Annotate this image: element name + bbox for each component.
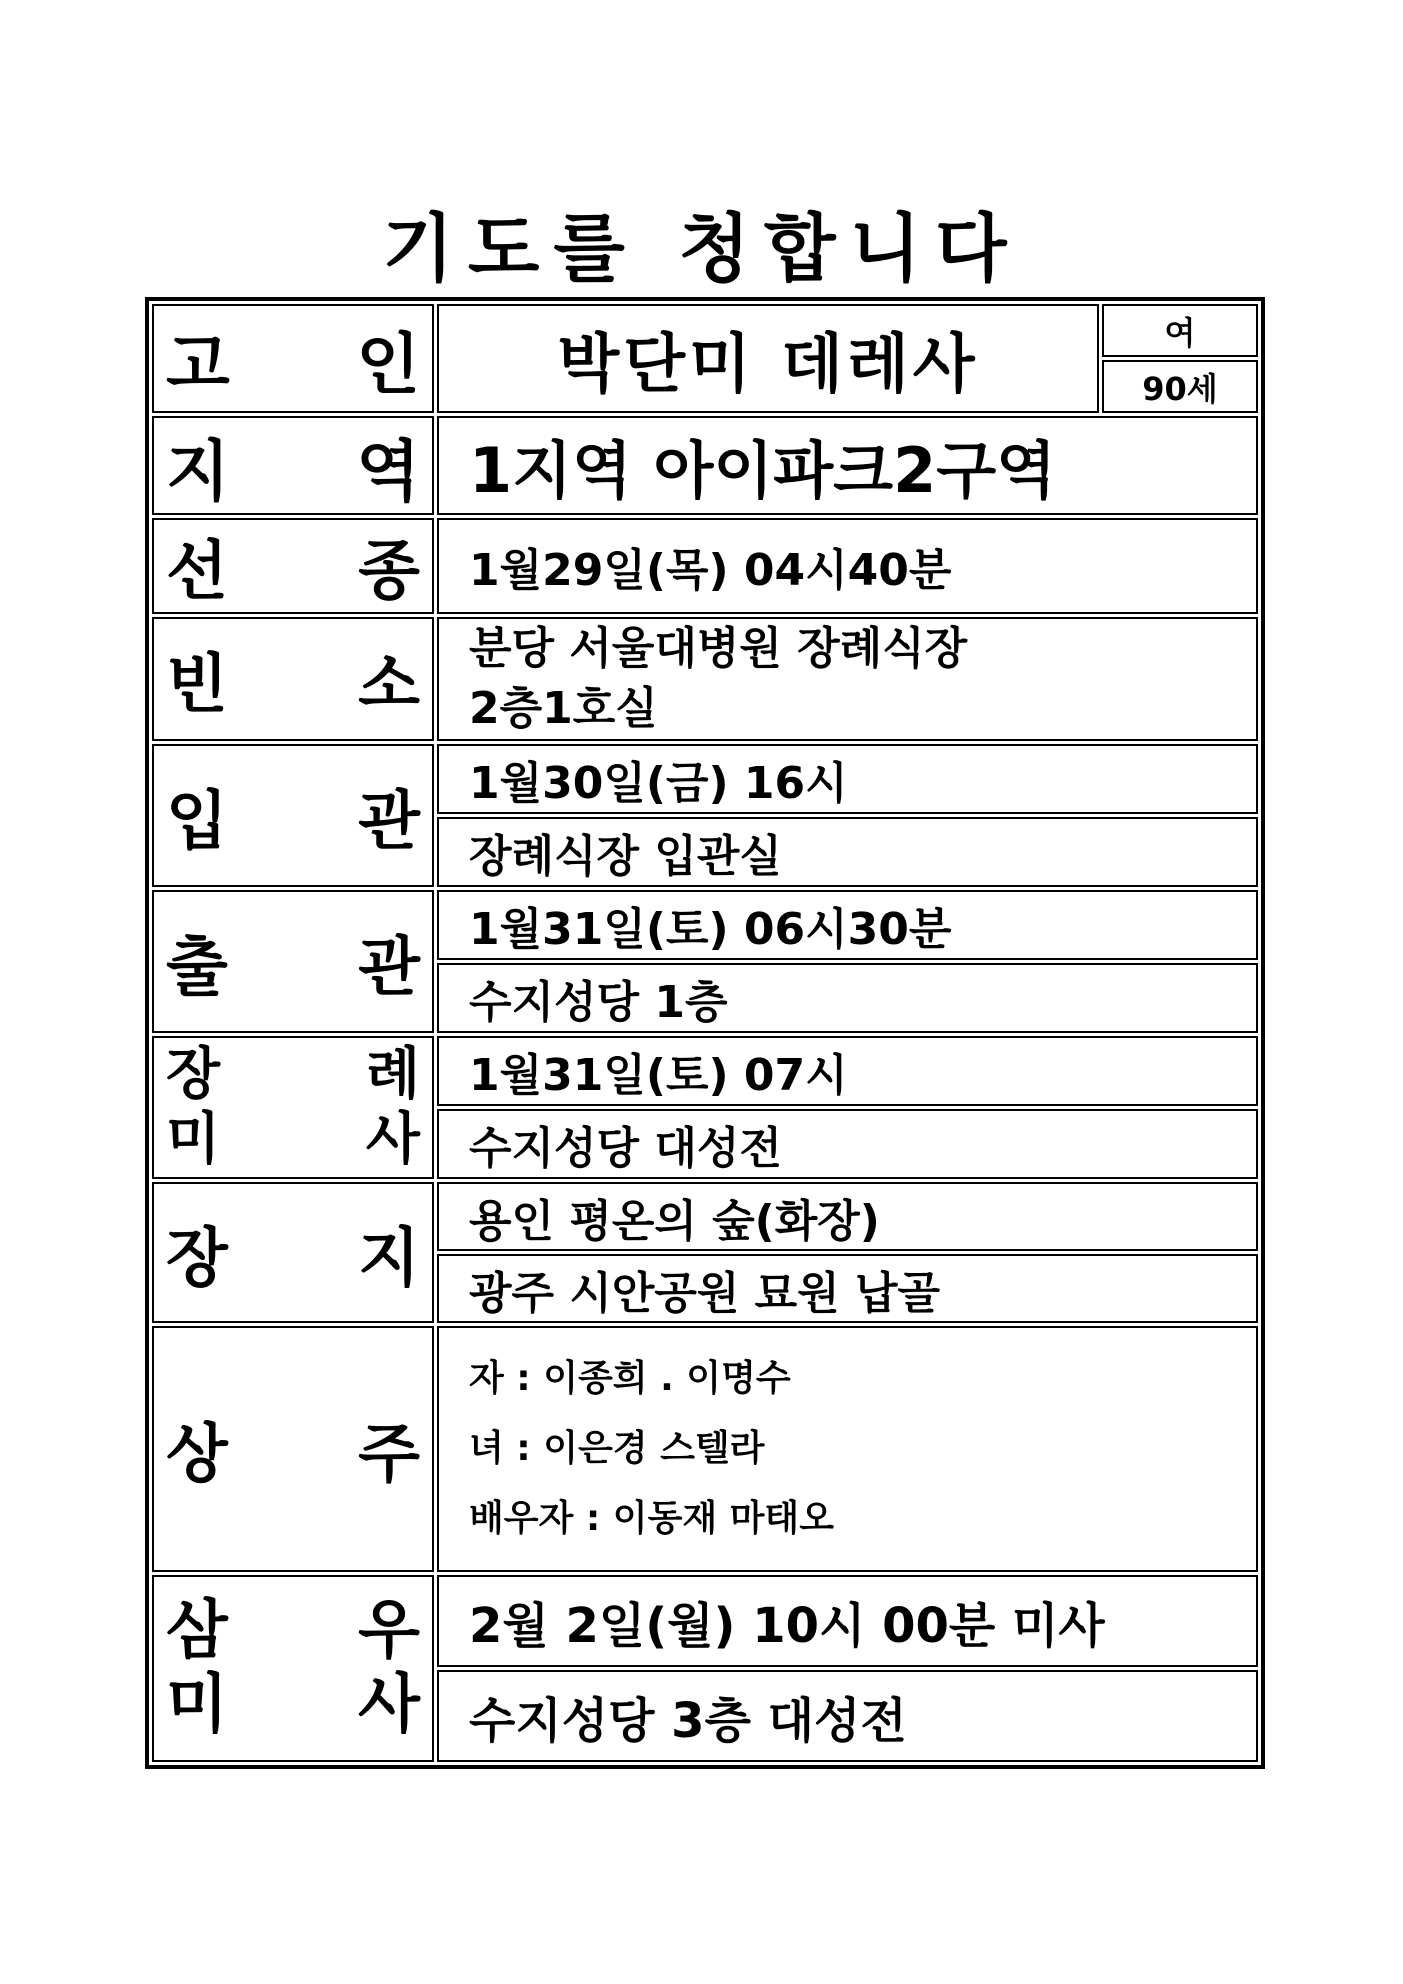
label-char: 빈 <box>166 648 228 722</box>
label-funeral-mass <box>152 1036 434 1179</box>
deceased-name: 박단미 데레사 <box>437 304 1099 413</box>
label-char: 역 <box>356 433 420 510</box>
label-char: 사 <box>358 1667 420 1742</box>
label-char: 미 <box>166 1667 228 1742</box>
death-value: 1월29일(목) 04시40분 <box>437 518 1258 614</box>
label-char: 관 <box>358 784 420 859</box>
label-char: 입 <box>166 784 228 859</box>
deceased-sex: 여 <box>1102 304 1258 357</box>
row-death <box>152 518 1258 614</box>
label-char: 종 <box>358 535 420 609</box>
label-char: 장 <box>166 1042 221 1108</box>
label-char: 지 <box>358 1221 420 1296</box>
deceased-age: 90세 <box>1102 360 1258 413</box>
third-day-mass-time: 2월 2일(월) 10시 00분 미사 <box>437 1575 1258 1667</box>
label-char: 우 <box>358 1593 420 1668</box>
label-char: 주 <box>358 1418 420 1492</box>
encoffin-time: 1월30일(금) 16시 <box>437 744 1258 814</box>
encoffin-place: 장례식장 입관실 <box>437 817 1258 887</box>
row-funeral-mass <box>152 1036 1258 1106</box>
row-region <box>152 416 1258 515</box>
mourner-spouse: 배우자 : 이동재 마태오 <box>469 1498 834 1539</box>
row-encoffin <box>152 744 1258 814</box>
label-char: 사 <box>365 1106 420 1172</box>
label-char: 소 <box>358 648 420 722</box>
label-char: 례 <box>365 1042 420 1108</box>
label-char: 고 <box>166 326 230 403</box>
departure-place: 수지성당 1층 <box>437 963 1258 1033</box>
label-third-day-mass <box>152 1575 434 1762</box>
row-deceased <box>152 304 1258 357</box>
mortuary-line2: 2층1호실 <box>469 683 658 734</box>
row-mortuary <box>152 617 1258 741</box>
row-chief-mourners <box>152 1326 1258 1572</box>
mourner-daughters: 녀 : 이은경 스텔라 <box>469 1428 765 1469</box>
label-char: 지 <box>166 433 230 510</box>
label-deceased <box>152 304 434 413</box>
row-departure <box>152 890 1258 960</box>
label-region <box>152 416 434 515</box>
burial-line1: 용인 평온의 숲(화장) <box>437 1182 1258 1251</box>
chief-mourners-value <box>437 1326 1258 1572</box>
label-burial <box>152 1182 434 1323</box>
label-char: 미 <box>166 1106 221 1172</box>
mortuary-line1: 분당 서울대병원 장례식장 <box>469 623 968 674</box>
label-death <box>152 518 434 614</box>
label-char: 상 <box>166 1418 228 1492</box>
row-burial <box>152 1182 1258 1251</box>
region-value: 1지역 아이파크2구역 <box>437 416 1258 515</box>
label-chief-mourners <box>152 1326 434 1572</box>
funeral-mass-place: 수지성당 대성전 <box>437 1109 1258 1179</box>
label-char: 인 <box>356 326 420 403</box>
label-char: 장 <box>166 1221 228 1296</box>
funeral-mass-time: 1월31일(토) 07시 <box>437 1036 1258 1106</box>
departure-time: 1월31일(토) 06시30분 <box>437 890 1258 960</box>
label-char: 출 <box>166 930 228 1005</box>
label-char: 선 <box>166 535 228 609</box>
label-char: 관 <box>358 930 420 1005</box>
page-title: 기도를 청합니다 <box>382 206 1021 292</box>
row-third-day-mass <box>152 1575 1258 1667</box>
label-char: 삼 <box>166 1593 228 1668</box>
mortuary-value <box>437 617 1258 741</box>
burial-line2: 광주 시안공원 묘원 납골 <box>437 1254 1258 1323</box>
label-encoffin <box>152 744 434 887</box>
label-mortuary <box>152 617 434 741</box>
mourner-sons: 자 : 이종희 . 이명수 <box>469 1358 791 1399</box>
third-day-mass-place: 수지성당 3층 대성전 <box>437 1670 1258 1762</box>
label-departure <box>152 890 434 1033</box>
obituary-table <box>145 297 1265 1769</box>
